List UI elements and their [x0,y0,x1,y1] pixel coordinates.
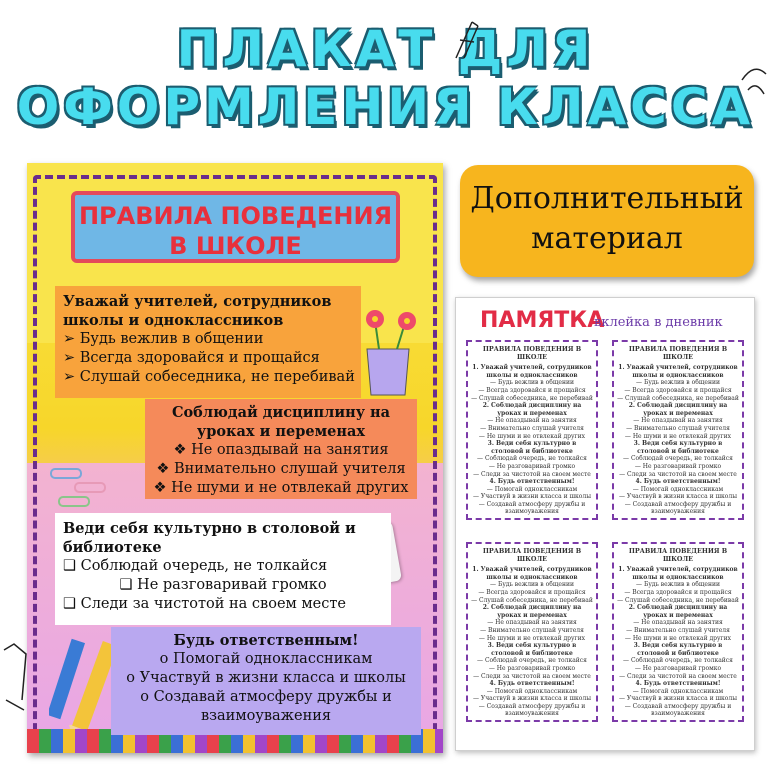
memo-card-line: — Всегда здоровайся и прощайся [478,386,586,394]
memo-card-line: — Слушай собеседника, не перебивай [471,596,593,604]
memo-card-line: 1. Уважай учителей, сотрудников школы и одноклассников [618,364,738,379]
memo-card-title: ПРАВИЛА ПОВЕДЕНИЯ В ШКОЛЕ [628,547,728,563]
memo-card-line: — Всегда здоровайся и прощайся [624,588,732,596]
memo-card-line: — Не шуми и не отвлекай других [478,634,586,642]
memo-card-line: 4. Будь ответственным! [489,680,575,688]
memo-card-line: — Всегда здоровайся и прощайся [478,588,586,596]
rule-item: ❖ Внимательно слушай учителя [156,461,406,477]
additional-material-line-2: материал [531,221,683,256]
memo-card [612,542,744,722]
memo-card-line: — Создавай атмосферу дружбы и взаимоуважения [624,500,732,516]
memo-card-line: 4. Будь ответственным! [635,478,721,486]
poster-title [71,191,400,263]
memo-card-line: — Соблюдай очередь, не толкайся [623,657,733,665]
memo-card-line: — Помогай одноклассникам [486,687,578,695]
memo-card-line: — Не разговаривай громко [634,462,722,470]
memo-card-line: — Помогай одноклассникам [486,485,578,493]
memo-card-line: — Внимательно слушай учителя [626,424,730,432]
memo-card-line: — Помогай одноклассникам [632,485,724,493]
memo-card-line: 2. Соблюдай дисциплину на уроках и переменах [482,402,582,417]
page-headline [0,22,771,134]
headline-line-2: ОФОРМЛЕНИЯ КЛАССА [16,78,755,136]
memo-card-line: — Слушай собеседника, не перебивай [617,596,739,604]
memo-card-line: 2. Соблюдай дисциплину на уроках и переменах [628,402,728,417]
memo-card-line: 2. Соблюдай дисциплину на уроках и переменах [628,604,728,619]
memo-card-line: — Следи за чистотой на своем месте [619,470,737,478]
memo-card-title: ПРАВИЛА ПОВЕДЕНИЯ В ШКОЛЕ [628,345,728,361]
memo-card-line: — Следи за чистотой на своем месте [473,470,591,478]
house-doodle-icon [0,640,30,740]
memo-card-line: — Внимательно слушай учителя [626,626,730,634]
pencil-doodle-icon [452,18,492,60]
rule-block-culture [55,513,391,625]
pencil-ruler-icon [49,633,119,743]
additional-material-line-1: Дополнительный [470,181,744,216]
memo-card-line: — Участвуй в жизни класса и школы [618,695,738,703]
rule-heading: Будь ответственным! [173,632,359,649]
memo-card-line: — Не опаздывай на занятия [487,417,577,425]
memo-card-line: — Участвуй в жизни класса и школы [618,493,738,501]
rule-item: ❖ Не опаздывай на занятия [173,442,389,458]
memo-card-line: — Не опаздывай на занятия [487,619,577,627]
rule-item: о Участвуй в жизни класса и школы [126,670,406,686]
rules-poster [27,163,443,753]
headline-line-1: ПЛАКАТ ДЛЯ [176,20,595,78]
flower-pot-icon [349,303,435,399]
rule-item: ❑ Следи за чистотой на своем месте [63,596,346,612]
rule-item: о Создавай атмосферу дружбы и [140,689,392,705]
memo-card-line: — Не опаздывай на занятия [633,417,723,425]
memo-card-line: — Создавай атмосферу дружбы и взаимоуважения [478,702,586,718]
memo-card-line: 3. Веди себя культурно в столовой и библиотеке [487,642,577,657]
memo-title: ПАМЯТКА [480,308,605,333]
rule-item: взаимоуважения [200,708,332,724]
memo-card-line: — Соблюдай очередь, не толкайся [477,657,587,665]
memo-card-line: — Внимательно слушай учителя [480,424,584,432]
memo-card-title: ПРАВИЛА ПОВЕДЕНИЯ В ШКОЛЕ [482,345,582,361]
memo-card-line: 1. Уважай учителей, сотрудников школы и одноклассников [472,566,592,581]
rule-item: о Помогай одноклассникам [159,651,373,667]
memo-card [466,542,598,722]
rule-item: ➢ Всегда здоровайся и прощайся [63,350,320,366]
memo-card-line: — Участвуй в жизни класса и школы [472,493,592,501]
rule-item: ➢ Слушай собеседника, не перебивай [63,369,355,385]
memo-card-line: — Не опаздывай на занятия [633,619,723,627]
memo-card-line: 1. Уважай учителей, сотрудников школы и одноклассников [618,566,738,581]
poster-title-line-2: В ШКОЛЕ [169,232,302,260]
rule-block-responsibility [111,627,421,735]
paperclips-icon [45,459,131,519]
rule-item: ❑ Соблюдай очередь, не толкайся [63,558,328,574]
rule-item: ➢ Будь вежлив в общении [63,331,264,347]
memo-card-line: — Не шуми и не отвлекай других [478,432,586,440]
memo-card-line: 3. Веди себя культурно в столовой и библиотеке [487,440,577,455]
memo-card-line: — Не шуми и не отвлекай других [624,432,732,440]
additional-material-badge [460,165,754,277]
memo-card-line: — Слушай собеседника, не перебивай [471,394,593,402]
memo-card [612,340,744,520]
memo-card-line: — Не разговаривай громко [634,664,722,672]
rule-heading: Соблюдай дисциплину на уроках и переменах [171,404,391,440]
memo-card-line: — Внимательно слушай учителя [480,626,584,634]
memo-card-line: — Помогай одноклассникам [632,687,724,695]
poster-title-line-1: ПРАВИЛА ПОВЕДЕНИЯ [78,202,393,230]
memo-card-line: — Следи за чистотой на своем месте [619,672,737,680]
rule-block-discipline [145,399,417,499]
rule-heading: Уважай учителей, сотрудников школы и одноклассников [63,293,332,329]
memo-card-line: — Не шуми и не отвлекай других [624,634,732,642]
memo-card-line: — Будь вежлив в общении [490,581,574,589]
diary-memo-sheet [455,297,755,751]
memo-card-line: — Не разговаривай громко [488,664,576,672]
memo-card-line: — Не разговаривай громко [488,462,576,470]
memo-card-line: — Создавай атмосферу дружбы и взаимоуважения [478,500,586,516]
memo-card-line: — Слушай собеседника, не перебивай [617,394,739,402]
rule-item: ❑ Не разговаривай громко [119,577,327,593]
memo-card-line: 4. Будь ответственным! [489,478,575,486]
rule-heading: Веди себя культурно в столовой и библиотеке [63,520,356,556]
memo-card-line: — Будь вежлив в общении [636,379,720,387]
memo-card-line: — Будь вежлив в общении [636,581,720,589]
memo-card-line: — Создавай атмосферу дружбы и взаимоуважения [624,702,732,718]
memo-card [466,340,598,520]
memo-card-line: — Соблюдай очередь, не толкайся [477,455,587,463]
memo-card-line: — Участвуй в жизни класса и школы [472,695,592,703]
memo-card-line: 4. Будь ответственным! [635,680,721,688]
rule-block-respect [55,286,361,398]
memo-card-line: 1. Уважай учителей, сотрудников школы и одноклассников [472,364,592,379]
memo-card-line: — Будь вежлив в общении [490,379,574,387]
memo-card-line: 3. Веди себя культурно в столовой и библиотеке [633,642,723,657]
memo-card-line: 3. Веди себя культурно в столовой и библиотеке [633,440,723,455]
memo-card-line: — Следи за чистотой на своем месте [473,672,591,680]
memo-subtitle: вклейка в дневник [594,315,723,330]
memo-card-title: ПРАВИЛА ПОВЕДЕНИЯ В ШКОЛЕ [482,547,582,563]
memo-card-line: — Соблюдай очередь, не толкайся [623,455,733,463]
memo-card-line: 2. Соблюдай дисциплину на уроках и переменах [482,604,582,619]
memo-card-line: — Всегда здоровайся и прощайся [624,386,732,394]
bird-doodle-icon [738,60,770,100]
rule-item: ❖ Не шуми и не отвлекай других [153,480,409,496]
